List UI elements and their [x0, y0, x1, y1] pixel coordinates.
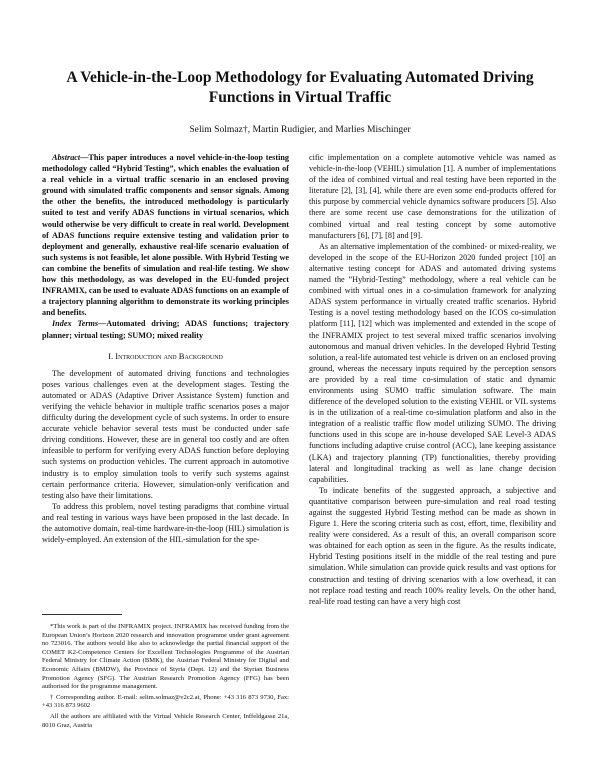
footnote: *This work is part of the INFRAMIX project. INFRAMIX has received funding from the European Union’s Horizon 2020 research and innovation programme under grant agreement no 723016. The authors would like also to acknowledge the partial financial support of the COMET K2-Competence Centers for Excellent Technologies Programme of the Austrian Federal Ministry for Climate Action (BMK), the Austrian Federal Ministry for Digital and Economic Affairs (BMDW), the Province of Styria (Dept. 12) and the Styrian Business Promotion Agency (SFG). The Austrian Research Promotion Agency (FFG) has been authorised for the programme management. — [42, 623, 289, 691]
footnote-divider — [42, 614, 122, 615]
index-terms-lead: Index Terms — [52, 319, 99, 329]
index-terms — [42, 318, 289, 340]
paper-title: A Vehicle-in-the-Loop Methodology for Evaluating Automated Driving Functions in Virtual Traffic — [66, 69, 534, 106]
body-paragraph: To indicate benefits of the suggested approach, a subjective and quantitative comparison between pure-simulation and real road testing against the suggested Hybrid Testing method can be made as shown in Figure 1. Here the scoring criteria such as cost, effort, time, flexibility and reality were considered. As a result of this, an overall comparison score was obtained for each option as seen in the figure. As the results indicate, Hybrid Testing positions itself in the middle of the real testing and pure simulation. While simulation can provide quick results and vast options for construction and testing of driving scenarios with a low overhead, it can not replace road testing and reach 100% reality levels. On the other hand, real-life road testing can have a very high cost — [309, 485, 556, 606]
body-paragraph: The development of automated driving functions and technologies poses various challenges even at the development stages. Testing the automated or ADAS (Adaptive Driver Assistance System) function and verifying the vehicle behavior in multiple traffic scenarios poses a major difficulty during the development cycle of such systems. In order to ensure accurate vehicle behavior several tests must be conducted under safe driving conditions. However, these are in general too costly and are often infeasible to perform for verifying every ADAS function before deploying such systems on production vehicles. The current approach in automotive industry is to employ simulation tools to verify such systems against certain performance criteria. However, simulation-only verification and testing also have their limitations. — [42, 368, 289, 500]
left-column — [42, 152, 289, 545]
abstract-body: —This paper introduces a novel vehicle-in-the-loop testing methodology called “Hybrid Testing”, which enables the evaluation of a real vehicle in a virtual traffic scenario in an enclosed proving ground with simulated traffic components and sensor signals. Among the other the benefits, the introduced methodology is particularly suited to test and verify ADAS functions in virtual scenarios, which would otherwise be very difficult to create in real world. Development of ADAS functions require extensive testing and validation prior to deployment and generally, exhaustive real-life scenario evaluation of such systems is not feasible, let alone possible. With Hybrid Testing we can combine the benefits of simulation and real-life testing. We show how this methodology, as was developed in the EU-funded project INFRAMIX, can be used to evaluate ADAS functions on an example of a trajectory planning algorithm to demonstrate its working principles and benefits. — [42, 153, 289, 318]
footnote: All the authors are affiliated with the Virtual Vehicle Research Center, Inffeldgasse 21a, 8010 Graz, Austria — [42, 712, 289, 729]
right-column — [309, 152, 556, 607]
section-heading: I. Introduction and Background — [108, 350, 223, 361]
author-list: Selim Solmaz†, Martin Rudigier, and Marlies Mischinger — [189, 124, 411, 135]
index-terms-body: —Automated driving; ADAS functions; trajectory planner; virtual testing; SUMO; mixed reality — [42, 319, 289, 340]
body-paragraph: As an alternative implementation of the combined- or mixed-reality, we developed in the scope of the EU-Horizon 2020 funded project [10] an alternative testing concept for ADAS and automated driving systems named the ”Hybrid-Testing” methodology, where a real vehicle can be combined with virtual ones in a co-simulation framework for analyzing ADAS system performance in virtually created traffic scenarios. Hybrid Testing is a novel testing methodology based on the ICOS co-simulation platform [11], [12] which was implemented and extended in the scope of the INFRAMIX project to test several mixed traffic scenarios involving autonomous and manual driven vehicles. In the developed Hybrid Testing solution, a real-life automated test vehicle is driven on an enclosed proving ground, whereas the necessary inputs required by the perception sensors are provided by a real time co-simulation of static and dynamic environments using SUMO traffic simulation software. The main difference of the developed solution to the existing VEHIL or VIL systems is in the utilization of a real-time co-simulation platform and also in the integration of a realistic traffic flow model utilizing SUMO. The driving functions used in this scope are in-house developed SAE Level-3 ADAS functions including adaptive cruise control (ACC), lane keeping assistance (LKA) and trajectory planning (TP) functionalities, thereby providing lateral and longitudinal tracking as well as lane change decision capabilities. — [309, 241, 556, 484]
footnotes — [42, 614, 289, 732]
footnote: † Corresponding author. E-mail: selim.solmaz@v2c2.at, Phone: +43 316 873 9730, Fax: +43 316 873 9602 — [42, 693, 289, 710]
body-paragraph: cific implementation on a complete automotive vehicle was named as vehicle-in-the-loop (VEHIL) simulation [1]. A number of implementations of the idea of combined virtual and real testing have been reported in the literature [2], [3], [4], while there are even some end-products offered for this purpose by commercial vehicle dynamics software producers [5]. Also there are some recent use case demonstrations for the utilization of combined virtual and real testing concept by some automotive manufacturers [6], [7], [8] and [9]. — [309, 153, 556, 240]
abstract-lead: Abstract — [52, 153, 81, 162]
body-paragraph: To address this problem, novel testing paradigms that combine virtual and real testing in various ways have been proposed in the last decade. In the automotive domain, real-time hardware-in-the-loop (HIL) simulation is widely-employed. An extension of the HIL-simulation for the spe- — [42, 501, 289, 545]
abstract — [42, 152, 289, 318]
